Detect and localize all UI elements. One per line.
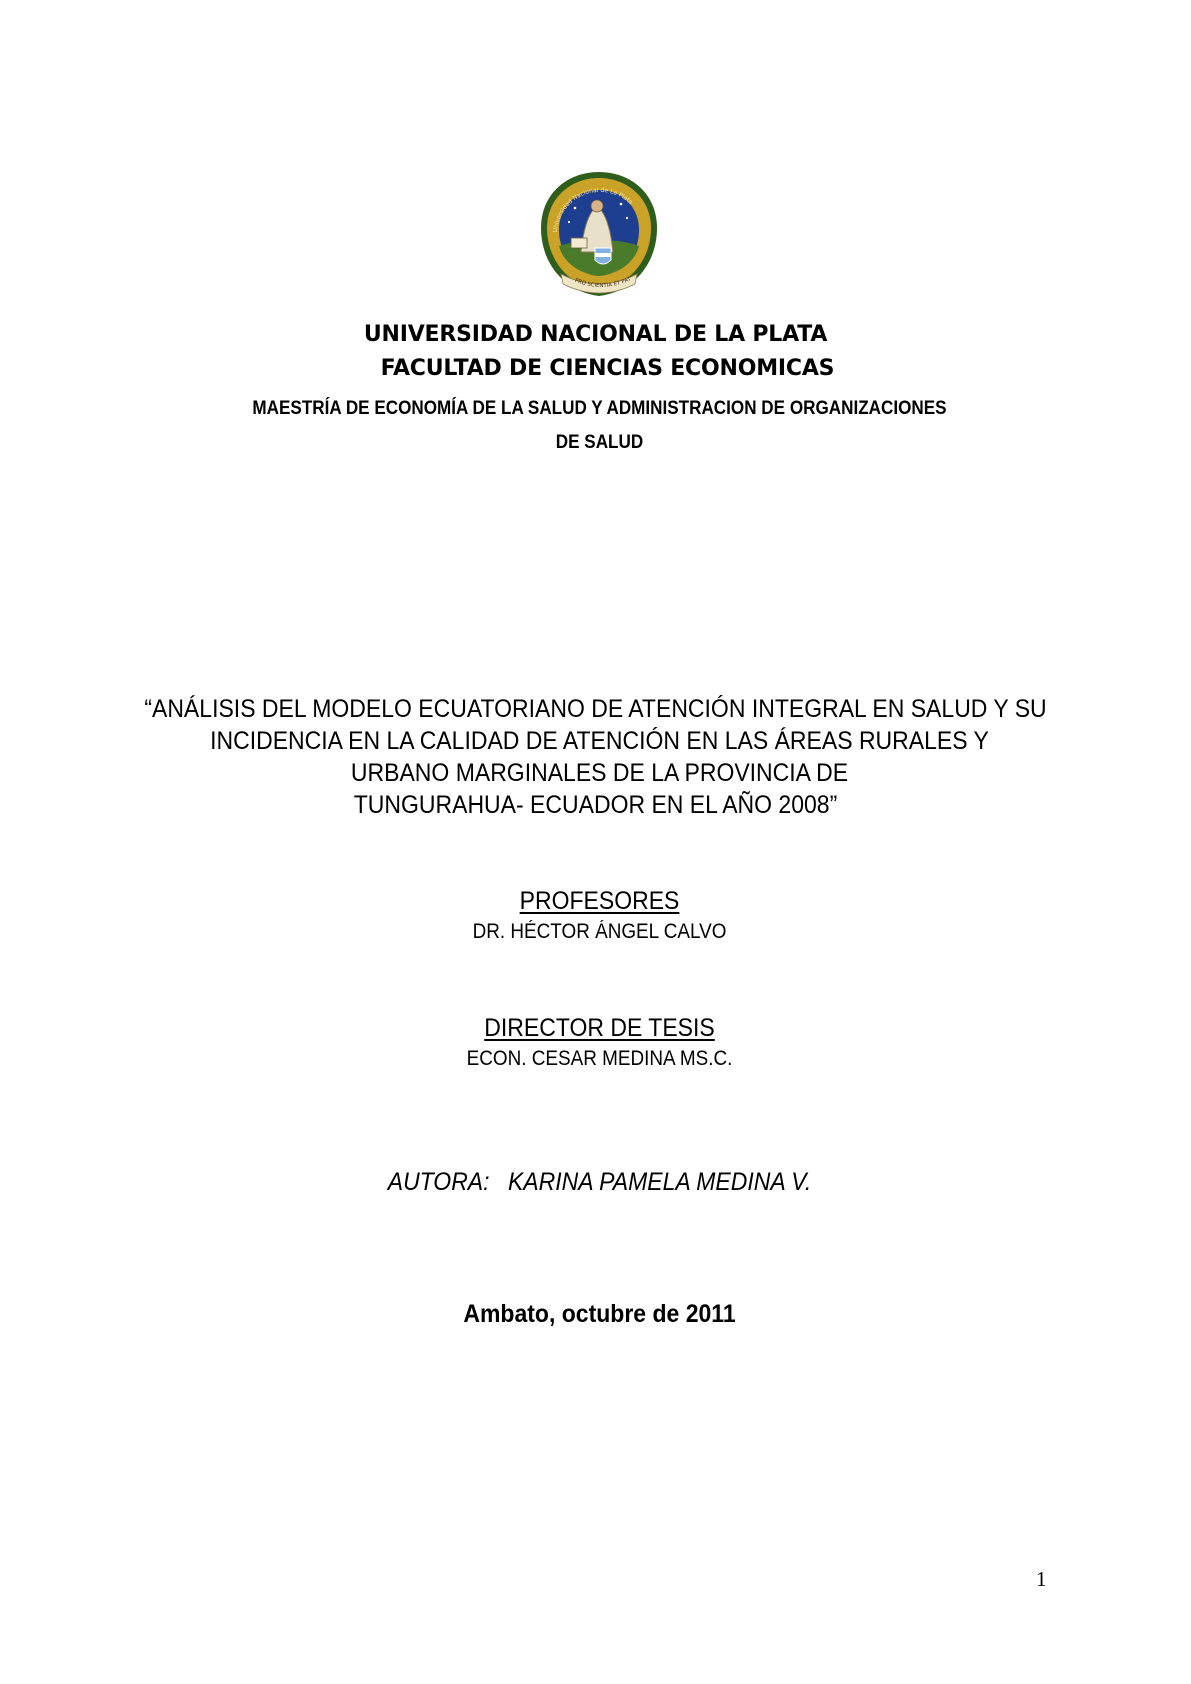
program-name-line-1: MAESTRÍA DE ECONOMÍA DE LA SALUD Y ADMINISTRACION DE ORGANIZACIONES [252, 398, 947, 419]
author-line [52, 1166, 1148, 1198]
director-name: ECON. CESAR MEDINA MS.C. [466, 1047, 733, 1070]
author-name: KARINA PAMELA MEDINA V. [507, 1168, 812, 1196]
page-number: 1 [1036, 1567, 1047, 1591]
thesis-title-line-1: “ANÁLISIS DEL MODELO ECUATORIANO DE ATENCIÓN INTEGRAL EN SALUD Y SU [144, 695, 1047, 723]
author-label: AUTORA: [387, 1168, 490, 1196]
professor-name: DR. HÉCTOR ÁNGEL CALVO [472, 920, 727, 943]
place-and-date: Ambato, octubre de 2011 [463, 1300, 736, 1328]
thesis-title-line-2: INCIDENCIA EN LA CALIDAD DE ATENCIÓN EN LAS ÁREAS RURALES Y [210, 727, 989, 755]
university-name: UNIVERSIDAD NACIONAL DE LA PLATA [363, 322, 828, 347]
university-seal-icon [535, 168, 663, 300]
thesis-title-line-4: TUNGURAHUA- ECUADOR EN EL AÑO 2008” [353, 791, 838, 819]
professors-heading: PROFESORES [519, 887, 680, 915]
director-heading: DIRECTOR DE TESIS [484, 1014, 715, 1042]
svg-text:Universidad Nacional de La Pla: Universidad Nacional de La Plata [551, 186, 634, 233]
program-name-line-2: DE SALUD [555, 432, 644, 453]
faculty-name: FACULTAD DE CIENCIAS ECONOMICAS [380, 356, 835, 381]
svg-text:PRO SCIENTIA ET PATRIA: PRO SCIENTIA ET PAT [573, 276, 633, 290]
thesis-title-line-3: URBANO MARGINALES DE LA PROVINCIA DE [350, 759, 849, 787]
